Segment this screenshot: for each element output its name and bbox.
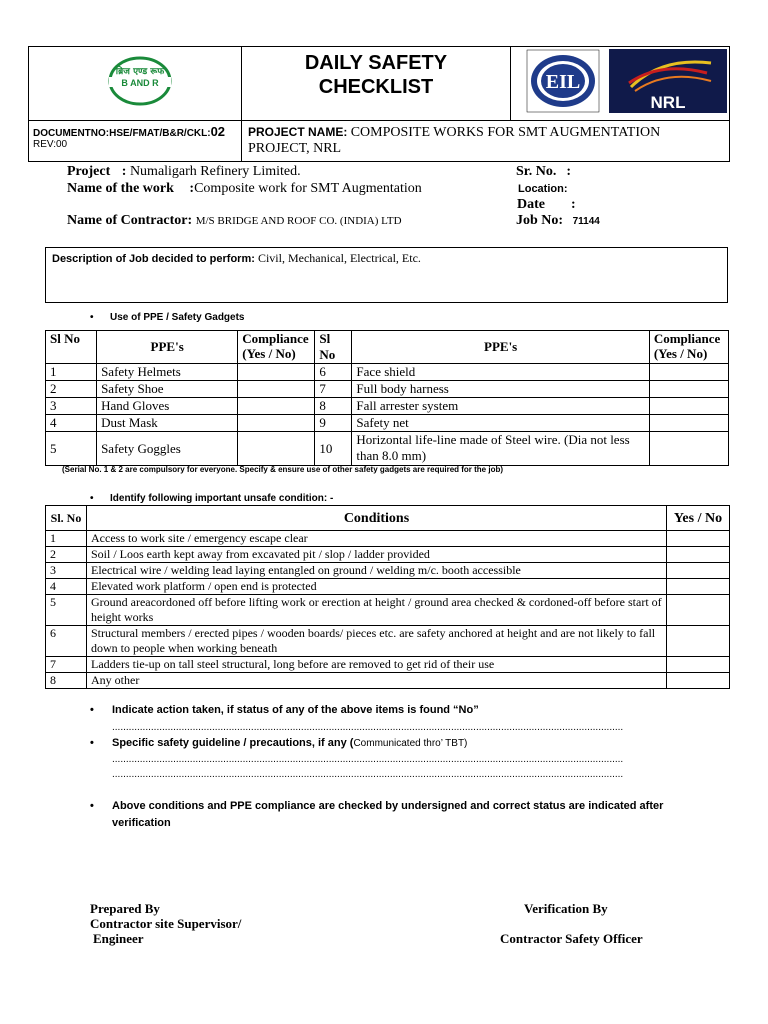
info-date: Date : bbox=[517, 197, 576, 212]
compliance-cell[interactable] bbox=[238, 432, 315, 466]
compliance-cell[interactable] bbox=[649, 415, 728, 432]
compliance-cell[interactable] bbox=[649, 364, 728, 381]
table-row: 6 Structural members / erected pipes / wooden boards/ pieces etc. are safety anchored at height and are not likely to fall down to people when working beneath bbox=[46, 626, 730, 657]
ppe-header-slno: Sl No bbox=[46, 331, 97, 364]
ppe-header-name-2: PPE's bbox=[352, 331, 649, 364]
yes-no-cell[interactable] bbox=[667, 531, 730, 547]
table-row: 5 Ground areacordoned off before lifting work or erection at height / ground area checked & cordoned-off before start of height works bbox=[46, 595, 730, 626]
action-taken-line[interactable]: ........................................................................................................................................................................................ bbox=[112, 722, 624, 733]
job-number: 71144 bbox=[572, 216, 600, 227]
yes-no-cell[interactable] bbox=[667, 673, 730, 689]
safety-officer: Contractor Safety Officer bbox=[500, 931, 643, 946]
action-taken-bullet: • Indicate action taken, if status of any of the above items is found “No” bbox=[90, 704, 479, 716]
br-logo-cell bbox=[29, 47, 242, 121]
yes-no-cell[interactable] bbox=[667, 595, 730, 626]
table-row: 1 Safety Helmets 6 Face shield bbox=[46, 364, 729, 381]
ppe-header-slno-2: Sl No bbox=[315, 331, 352, 364]
cond-header-yesno: Yes / No bbox=[667, 506, 730, 531]
table-row: 8 Any other bbox=[46, 673, 730, 689]
ppe-bullet: • Use of PPE / Safety Gadgets bbox=[90, 312, 245, 323]
table-row: 7 Ladders tie-up on tall steel structural, long before are removed to get rid of their use bbox=[46, 657, 730, 673]
title-line-1: DAILY SAFETY bbox=[304, 52, 448, 74]
table-row: 1 Access to work site / emergency escape clear bbox=[46, 531, 730, 547]
info-jobno: Job No: 71144 bbox=[516, 213, 600, 228]
table-row: 5 Safety Goggles 10 Horizontal life-line made of Steel wire. (Dia not less than 8.0 mm) bbox=[46, 432, 729, 466]
br-logo-text: B AND R bbox=[121, 78, 159, 88]
document-number-cell: DOCUMENTNO:HSE/FMAT/B&R/CKL:02 REV:00 bbox=[29, 121, 242, 162]
compliance-cell[interactable] bbox=[238, 415, 315, 432]
table-row: 4 Elevated work platform / open end is protected bbox=[46, 579, 730, 595]
compliance-cell[interactable] bbox=[649, 432, 728, 466]
header-table bbox=[28, 46, 730, 162]
table-row: 2 Safety Shoe 7 Full body harness bbox=[46, 381, 729, 398]
info-srno: Sr. No. : bbox=[516, 164, 571, 179]
ppe-header-name: PPE's bbox=[97, 331, 238, 364]
svg-text:EIL: EIL bbox=[545, 71, 581, 93]
title-cell bbox=[242, 47, 511, 121]
ppe-header-compliance-2: Compliance (Yes / No) bbox=[649, 331, 728, 364]
title-line-2: CHECKLIST bbox=[318, 76, 434, 98]
project-name-label: PROJECT NAME: bbox=[248, 125, 348, 139]
ppe-header-compliance: Compliance (Yes / No) bbox=[238, 331, 315, 364]
conditions-bullet: • Identify following important unsafe condition: - bbox=[90, 493, 334, 504]
nrl-logo bbox=[609, 49, 727, 113]
ppe-table bbox=[45, 330, 729, 466]
info-location: Location: bbox=[518, 183, 568, 195]
cond-header-conditions: Conditions bbox=[87, 506, 667, 531]
compliance-cell[interactable] bbox=[649, 381, 728, 398]
yes-no-cell[interactable] bbox=[667, 579, 730, 595]
guideline-bullet: • Specific safety guideline / precautions, if any (Communicated thro’ TBT) bbox=[90, 737, 468, 749]
info-work: Name of the work :Composite work for SMT Augmentation bbox=[67, 181, 422, 196]
br-logo-hindi: ब्रिज एण्ड रूफ bbox=[115, 67, 165, 77]
project-name-cell bbox=[242, 121, 730, 162]
prepared-by: Prepared By Contractor site Supervisor/ Engineer bbox=[90, 901, 242, 946]
client-logos bbox=[511, 47, 729, 115]
job-description-label: Description of Job decided to perform: bbox=[52, 253, 255, 265]
document-number: DOCUMENTNO:HSE/FMAT/B&R/CKL: bbox=[33, 128, 211, 139]
guideline-line-2[interactable]: ........................................................................................................................................................................................ bbox=[112, 769, 624, 780]
table-row: 2 Soil / Loos earth kept away from excavated pit / slop / ladder provided bbox=[46, 547, 730, 563]
ppe-note: (Serial No. 1 & 2 are compulsory for everyone. Specify & ensure use of other safety gadgets are required for the job) bbox=[62, 465, 504, 474]
info-project: Project : Numaligarh Refinery Limited. bbox=[67, 164, 301, 179]
cond-header-slno: Sl. No bbox=[46, 506, 87, 531]
revision: REV:00 bbox=[33, 139, 68, 150]
compliance-cell[interactable] bbox=[238, 398, 315, 415]
yes-no-cell[interactable] bbox=[667, 626, 730, 657]
work-value: Composite work for SMT Augmentation bbox=[194, 181, 422, 196]
compliance-cell[interactable] bbox=[649, 398, 728, 415]
yes-no-cell[interactable] bbox=[667, 563, 730, 579]
table-row: 3 Hand Gloves 8 Fall arrester system bbox=[46, 398, 729, 415]
conditions-table bbox=[45, 505, 730, 689]
compliance-cell[interactable] bbox=[238, 381, 315, 398]
yes-no-cell[interactable] bbox=[667, 657, 730, 673]
yes-no-cell[interactable] bbox=[667, 547, 730, 563]
svg-text:NRL: NRL bbox=[650, 93, 686, 112]
project-name-value: COMPOSITE WORKS FOR SMT AUGMENTATION PROJECT, NRL bbox=[248, 125, 661, 156]
job-description-box bbox=[45, 247, 728, 303]
client-logos-cell bbox=[511, 47, 730, 121]
table-row: 3 Electrical wire / welding lead laying entangled on ground / welding m/c. booth accessible bbox=[46, 563, 730, 579]
verification-bullet: • Above conditions and PPE compliance are checked by undersigned and correct status are indicated after verification bbox=[90, 800, 664, 829]
job-description-value: Civil, Mechanical, Electrical, Etc. bbox=[257, 251, 421, 265]
compliance-cell[interactable] bbox=[238, 364, 315, 381]
verification-by: Verification By bbox=[524, 901, 608, 916]
table-row: 4 Dust Mask 9 Safety net bbox=[46, 415, 729, 432]
b-and-r-logo bbox=[29, 47, 241, 113]
info-contractor: Name of Contractor: M/S BRIDGE AND ROOF CO. (INDIA) LTD bbox=[67, 213, 402, 228]
guideline-line-1[interactable]: ........................................................................................................................................................................................ bbox=[112, 754, 624, 765]
contractor-value: M/S BRIDGE AND ROOF CO. (INDIA) LTD bbox=[195, 215, 402, 227]
eil-logo bbox=[527, 50, 599, 112]
project-value: Numaligarh Refinery Limited. bbox=[129, 164, 301, 179]
